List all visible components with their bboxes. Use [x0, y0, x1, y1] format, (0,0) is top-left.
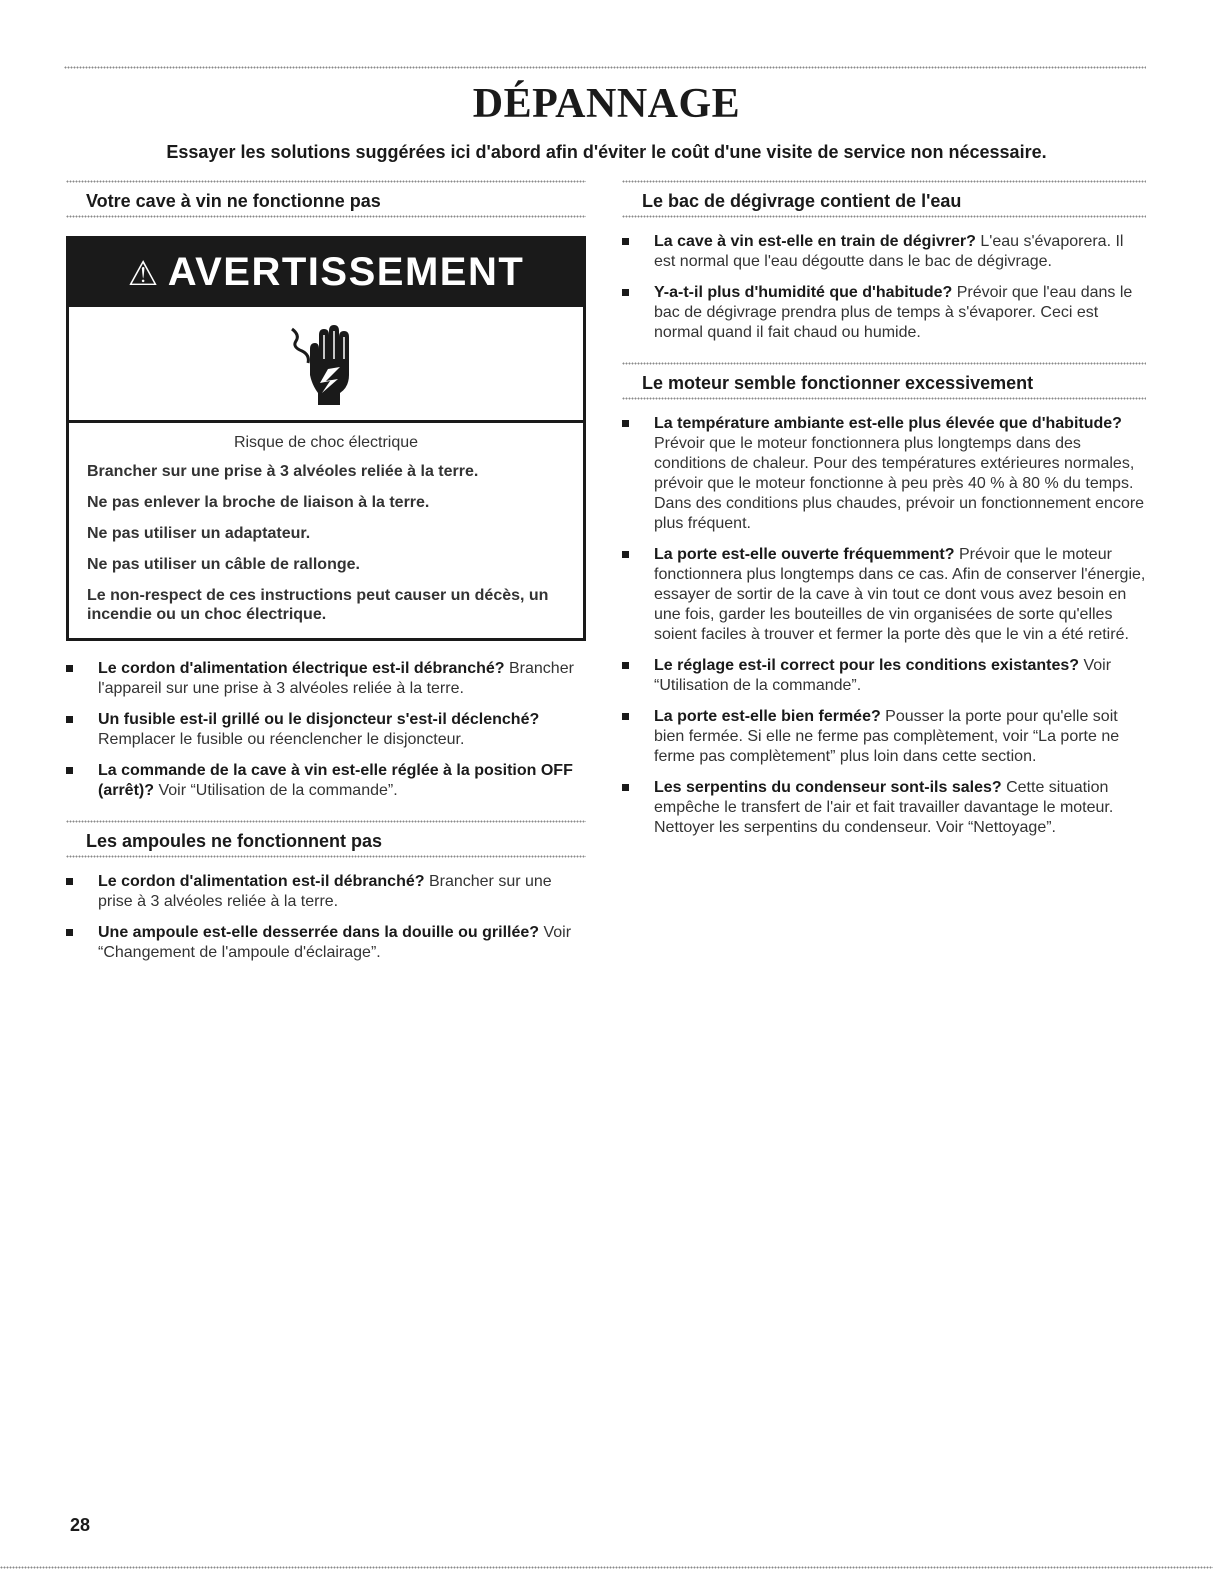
- bullet-square-icon: [622, 662, 629, 669]
- section-heading: Votre cave à vin ne fonctionne pas: [86, 191, 381, 211]
- bullet-square-icon: [622, 289, 629, 296]
- bullet-square-icon: [622, 784, 629, 791]
- warning-header: [69, 239, 583, 307]
- list-item: La porte est-elle bien fermée? Pousser la porte pour qu'elle soit bien fermée. Si elle ne ferme pas complètement, voir “La porte ne ferme pas complètement” plus loin dans cette section.: [622, 707, 1146, 767]
- warning-triangle-icon: ⚠: [127, 255, 160, 293]
- warning-box: [66, 236, 586, 641]
- left-column: [66, 180, 586, 974]
- list-item: Le cordon d'alimentation électrique est-il débranché? Brancher l'appareil sur une prise à 3 alvéoles reliée à la terre.: [66, 659, 586, 699]
- page-subtitle: Essayer les solutions suggérées ici d'abord afin d'éviter le coût d'une visite de service non nécessaire.: [166, 142, 1047, 162]
- bullet-square-icon: [66, 767, 73, 774]
- bullet-square-icon: [622, 238, 629, 245]
- warning-line: Ne pas enlever la broche de liaison à la terre.: [87, 494, 430, 511]
- troubleshoot-list: [66, 659, 586, 801]
- top-dotted-rule: [64, 66, 1146, 69]
- electric-shock-hand-icon: [286, 319, 366, 409]
- section-header-not-working: [66, 180, 586, 218]
- list-item: Une ampoule est-elle desserrée dans la douille ou grillée? Voir “Changement de l'ampoule d'éclairage”.: [66, 923, 586, 963]
- list-item: La porte est-elle ouverte fréquemment? Prévoir que le moteur fonctionnera plus longtemps dans ce cas. Afin de conserver l'énergie, essayer de sortir de la cave à vin tout ce dont vous avez besoin en une fois, garder les bouteilles de vin organisées de sorte qu'elles soient faciles à trouver et fermer la porte dès que le vin a été retiré.: [622, 545, 1146, 645]
- page-title: DÉPANNAGE: [472, 81, 741, 127]
- troubleshoot-list: [622, 414, 1146, 838]
- bottom-dotted-rule: [0, 1566, 1213, 1569]
- bullet-square-icon: [622, 551, 629, 558]
- bullet-square-icon: [622, 713, 629, 720]
- section-header-motor: [622, 362, 1146, 400]
- warning-line: Le non-respect de ces instructions peut causer un décès, un incendie ou un choc électrique.: [87, 587, 549, 623]
- list-item: Le réglage est-il correct pour les conditions existantes? Voir “Utilisation de la commande”.: [622, 656, 1146, 696]
- section-header-lights: [66, 820, 586, 858]
- bullet-square-icon: [66, 929, 73, 936]
- page-number: 28: [70, 1515, 91, 1535]
- warning-line: Ne pas utiliser un adaptateur.: [87, 525, 311, 542]
- list-item: Le cordon d'alimentation est-il débranché? Brancher sur une prise à 3 alvéoles reliée à la terre.: [66, 872, 586, 912]
- bullet-square-icon: [622, 420, 629, 427]
- list-item: Un fusible est-il grillé ou le disjoncteur s'est-il déclenché? Remplacer le fusible ou réenclencher le disjoncteur.: [66, 710, 586, 750]
- list-item: La commande de la cave à vin est-elle réglée à la position OFF (arrêt)? Voir “Utilisation de la commande”.: [66, 761, 586, 801]
- section-heading: Le bac de dégivrage contient de l'eau: [642, 191, 962, 211]
- troubleshoot-list: [66, 872, 586, 963]
- list-item: Les serpentins du condenseur sont-ils sales? Cette situation empêche le transfert de l'air et fait travailler davantage le moteur. Nettoyer les serpentins du condenseur. Voir “Nettoyage”.: [622, 778, 1146, 838]
- section-heading: Le moteur semble fonctionner excessivement: [642, 373, 1034, 393]
- bullet-square-icon: [66, 878, 73, 885]
- section-header-drain-pan: [622, 180, 1146, 218]
- warning-title: AVERTISSEMENT: [167, 250, 525, 294]
- bullet-square-icon: [66, 665, 73, 672]
- section-heading: Les ampoules ne fonctionnent pas: [86, 831, 383, 851]
- warning-line: Brancher sur une prise à 3 alvéoles reliée à la terre.: [87, 463, 479, 480]
- right-column: [622, 180, 1146, 849]
- list-item: Y-a-t-il plus d'humidité que d'habitude? Prévoir que l'eau dans le bac de dégivrage prendra plus de temps à s'évaporer. Ceci est normal quand il fait chaud ou humide.: [622, 283, 1146, 343]
- list-item: La cave à vin est-elle en train de dégivrer? L'eau s'évaporera. Il est normal que l'eau dégoutte dans le bac de dégivrage.: [622, 232, 1146, 272]
- warning-line: Risque de choc électrique: [233, 434, 419, 451]
- warning-text: [69, 423, 583, 638]
- list-item: La température ambiante est-elle plus élevée que d'habitude? Prévoir que le moteur fonctionnera plus longtemps dans des conditions de chaleur. Pour des températures extérieures normales, prévoir que le moteur fonctionne à peu près 40 % à 80 % du temps. Dans des conditions plus chaudes, prévoir un fonctionnement encore plus fréquent.: [622, 414, 1146, 534]
- troubleshoot-list: [622, 232, 1146, 343]
- bullet-square-icon: [66, 716, 73, 723]
- warning-line: Ne pas utiliser un câble de rallonge.: [87, 556, 360, 573]
